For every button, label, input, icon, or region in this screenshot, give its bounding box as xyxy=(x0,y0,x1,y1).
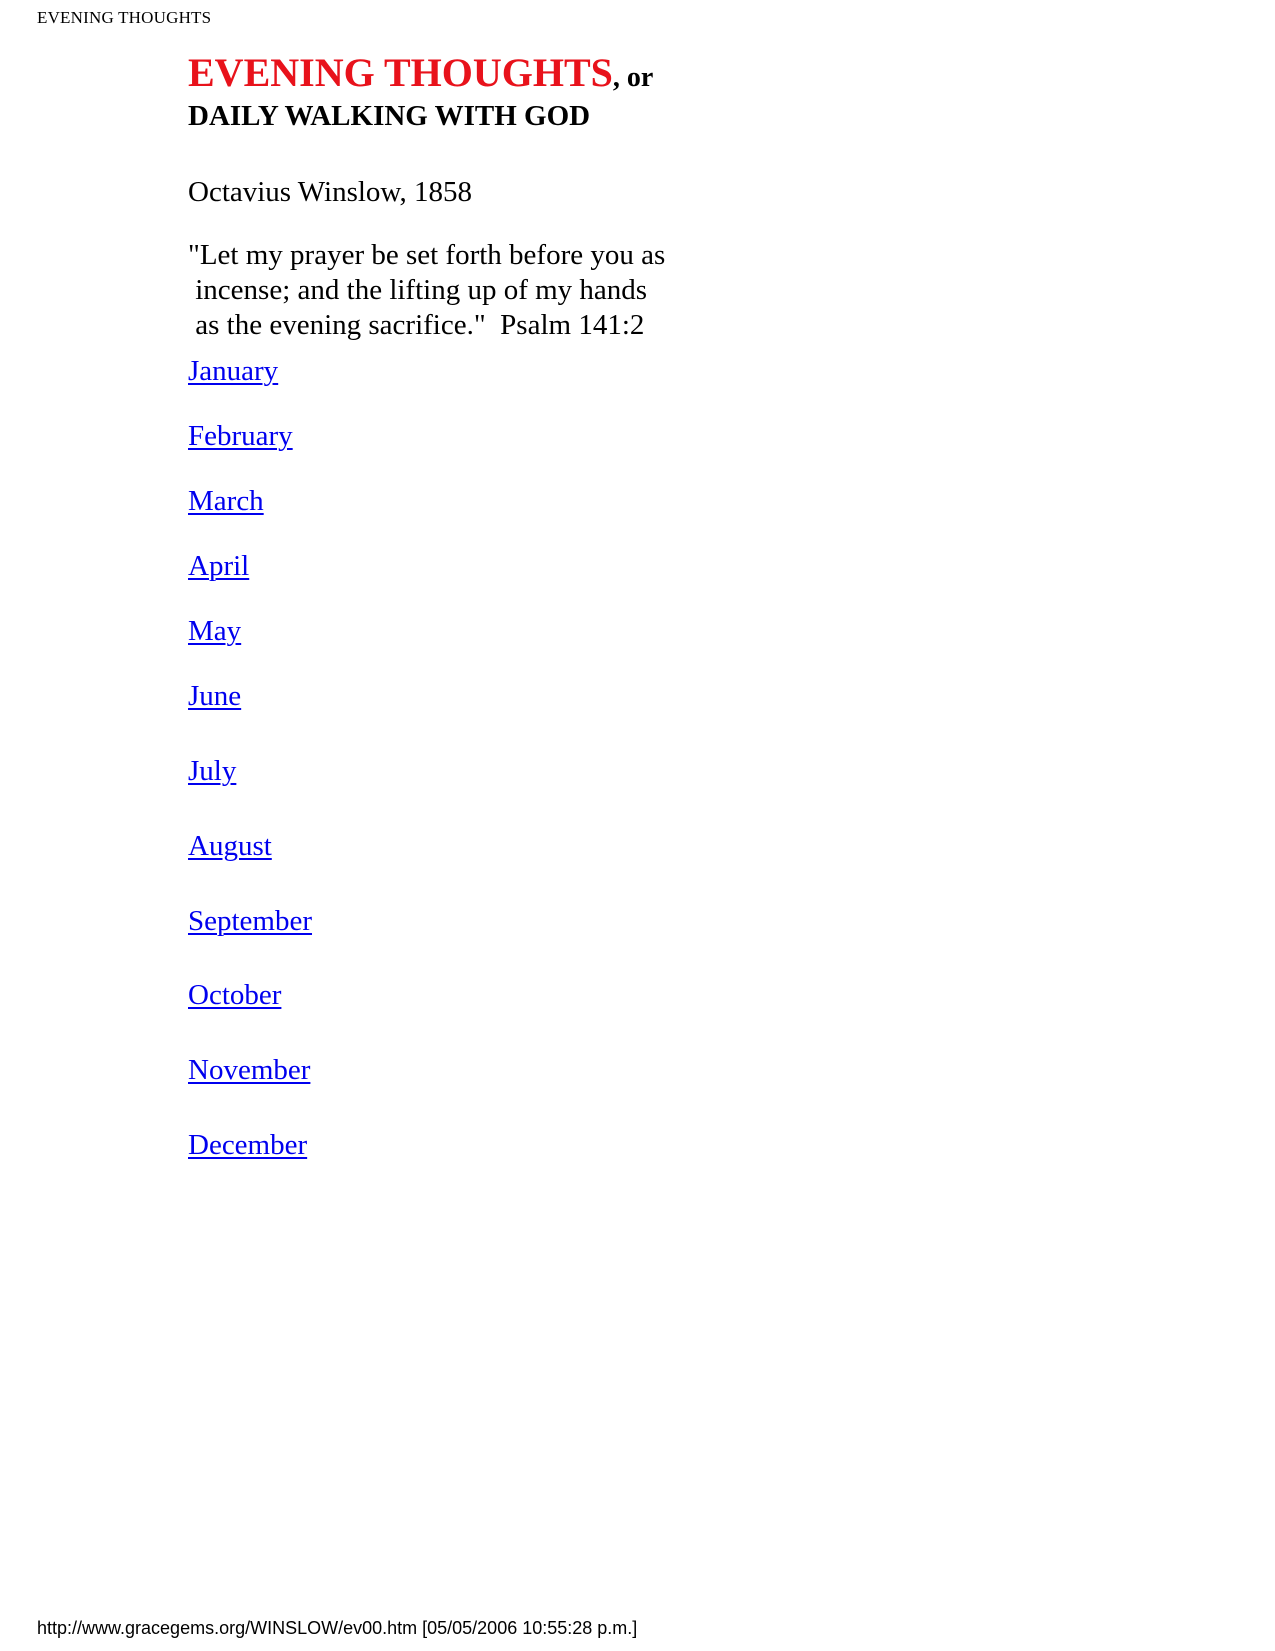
author-line: Octavius Winslow, 1858 xyxy=(188,176,472,208)
month-link-february[interactable]: February xyxy=(188,420,293,452)
month-item-june xyxy=(188,679,241,713)
month-link-august[interactable]: August xyxy=(188,830,272,862)
month-link-april[interactable]: April xyxy=(188,550,250,582)
month-link-july[interactable]: July xyxy=(188,755,237,787)
month-item-december xyxy=(188,1128,307,1162)
month-item-july xyxy=(188,754,236,788)
month-item-august xyxy=(188,829,272,863)
month-link-december[interactable]: December xyxy=(188,1129,308,1161)
document-title xyxy=(188,50,988,101)
document-subtitle: DAILY WALKING WITH GOD xyxy=(188,100,591,132)
month-item-october xyxy=(188,978,281,1012)
month-item-february xyxy=(188,419,293,453)
verse-line: "Let my prayer be set forth before you as xyxy=(188,239,666,271)
month-link-september[interactable]: September xyxy=(188,905,313,937)
month-item-april xyxy=(188,549,249,583)
document-body xyxy=(188,50,988,343)
title-suffix: , or xyxy=(612,62,654,93)
verse-line: incense; and the lifting up of my hands xyxy=(188,274,648,306)
month-link-march[interactable]: March xyxy=(188,485,264,517)
month-item-january xyxy=(188,354,278,388)
month-link-may[interactable]: May xyxy=(188,615,242,647)
running-header: EVENING THOUGHTS xyxy=(37,8,212,27)
month-item-march xyxy=(188,484,264,518)
title-main: EVENING THOUGHTS xyxy=(188,50,613,95)
month-link-october[interactable]: October xyxy=(188,979,282,1011)
month-link-june[interactable]: June xyxy=(188,680,242,712)
month-item-may xyxy=(188,614,241,648)
verse-line: as the evening sacrifice." Psalm 141:2 xyxy=(188,309,645,341)
month-link-january[interactable]: January xyxy=(188,355,279,387)
month-item-september xyxy=(188,904,312,938)
source-url-footer: http://www.gracegems.org/WINSLOW/ev00.htm [05/05/2006 10:55:28 p.m.] xyxy=(37,1618,638,1638)
month-link-november[interactable]: November xyxy=(188,1054,311,1086)
month-item-november xyxy=(188,1053,310,1087)
epigraph-verse xyxy=(188,238,988,343)
